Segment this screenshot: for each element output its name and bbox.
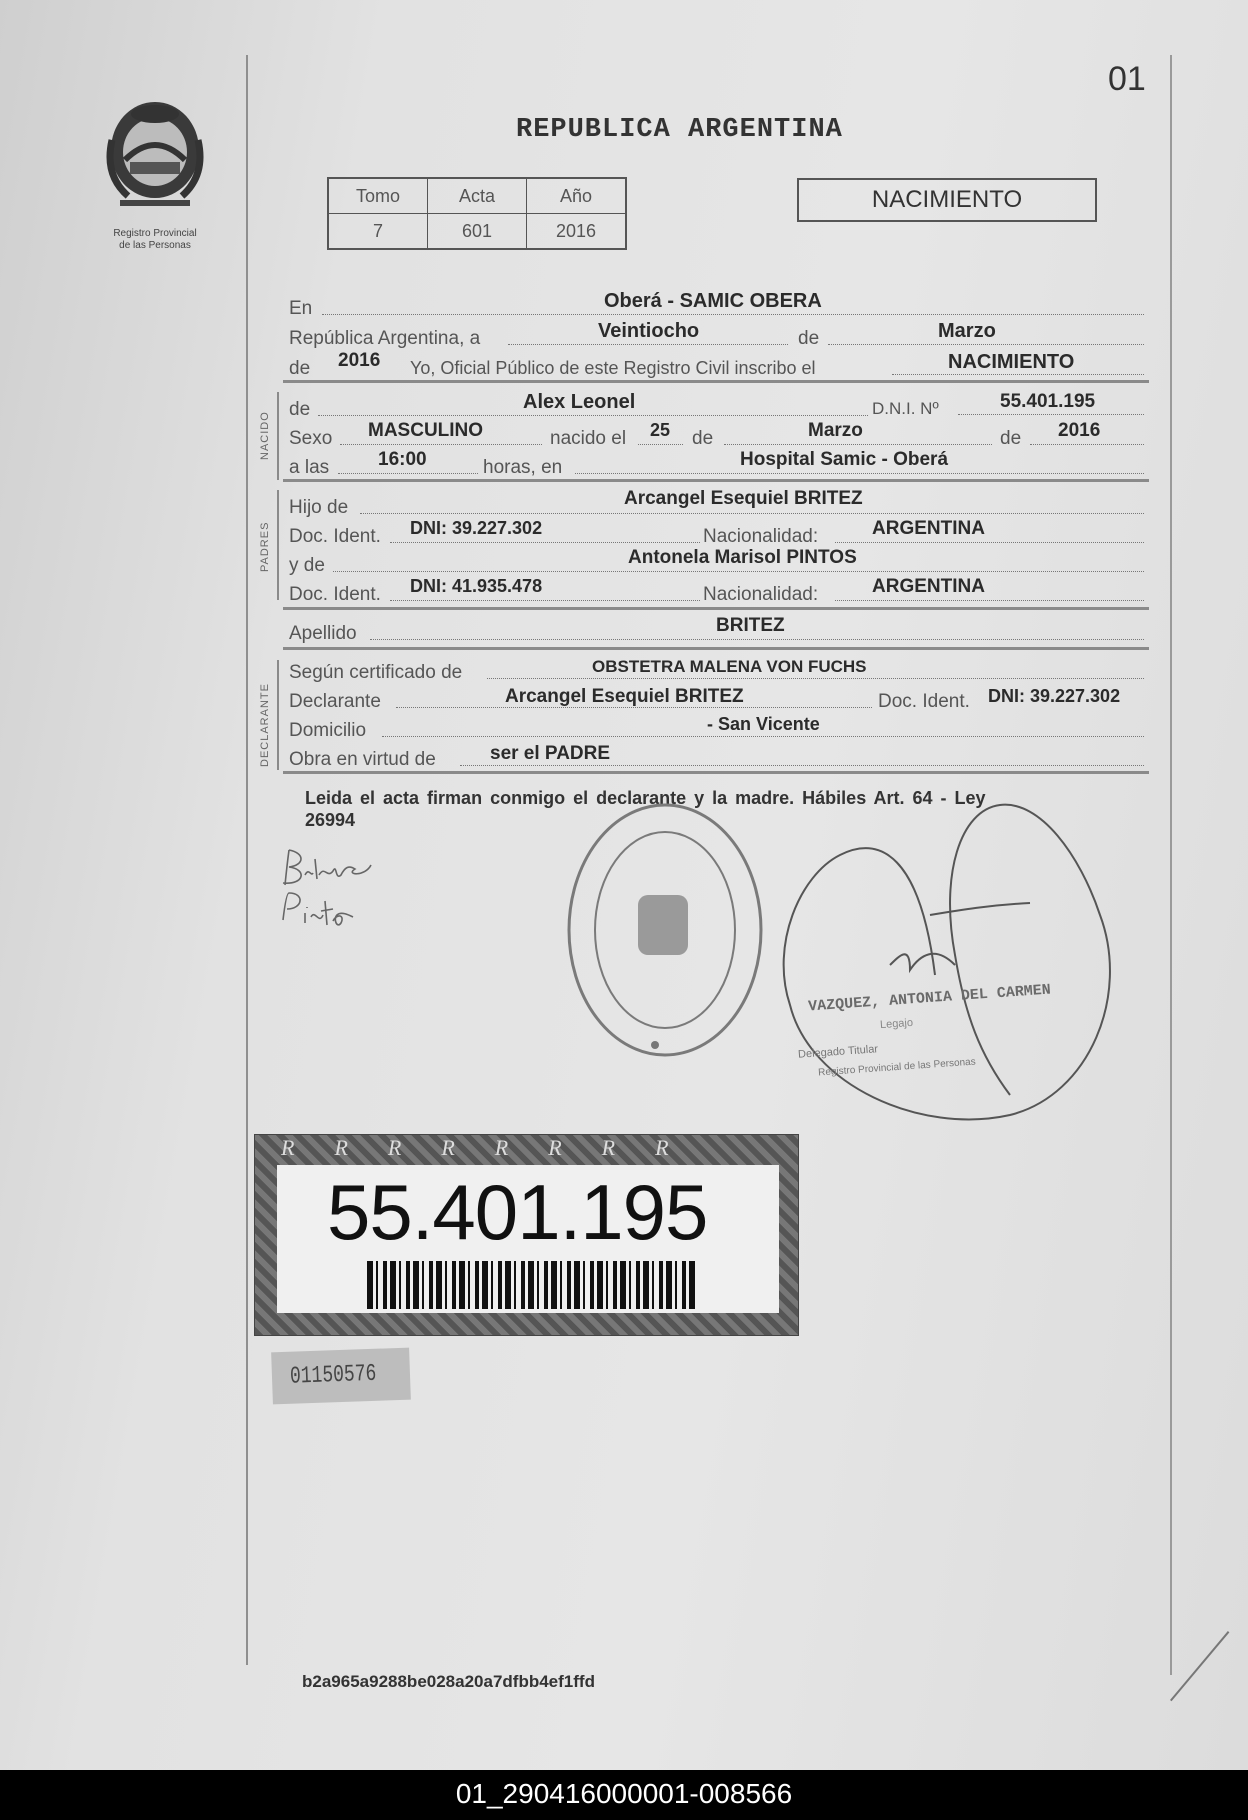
- small-sticker-number: 01150576: [289, 1360, 377, 1391]
- seal-caption-line2: de las Personas: [119, 240, 191, 251]
- paper-edge-line: [1170, 1631, 1229, 1701]
- label-hijo-de: Hijo de: [289, 497, 349, 518]
- document-hash: b2a965a9288be028a20a7dfbb4ef1ffd: [302, 1672, 595, 1691]
- field-domicilio: - San Vicente: [707, 714, 820, 734]
- dotted-line: [1030, 444, 1144, 445]
- footer-file-id: 01_290416000001-008566: [455, 1778, 793, 1809]
- dotted-line: [575, 473, 1144, 474]
- field-sexo: MASCULINO: [368, 420, 484, 441]
- sticker-dni-number: 55.401.195: [327, 1168, 708, 1256]
- dotted-line: [390, 600, 700, 601]
- dotted-line: [370, 639, 1144, 640]
- table-header-acta: Acta: [428, 178, 527, 214]
- field-mother-nationality: ARGENTINA: [872, 576, 985, 597]
- closing-text-line1: Leida el acta firman conmigo el declarante y la madre. Hábiles Art. 64 - Ley: [305, 788, 986, 808]
- label-a-las: a las: [289, 457, 330, 478]
- table-value-tomo: 7: [328, 214, 428, 250]
- dotted-line: [382, 736, 1144, 737]
- dotted-line: [835, 600, 1144, 601]
- section-divider: [283, 607, 1149, 610]
- officer-stamp-title: Delegado Titular: [797, 1043, 879, 1061]
- label-declarante: Declarante: [289, 691, 381, 712]
- field-declarante-doc: DNI: 39.227.302: [988, 686, 1121, 706]
- field-mother-doc: DNI: 41.935.478: [410, 576, 543, 596]
- footer-bar: [0, 1770, 1248, 1820]
- coat-of-arms-icon: [100, 100, 210, 225]
- section-divider: [283, 771, 1149, 774]
- left-margin-rule: [246, 55, 248, 1665]
- section-rule-declarante: [277, 660, 279, 770]
- label-apellido: Apellido: [289, 623, 357, 644]
- registry-round-stamp: [560, 795, 770, 1065]
- dni-label-sticker: [254, 1134, 799, 1336]
- table-header-tomo: Tomo: [328, 178, 428, 214]
- field-declarante: Arcangel Esequiel BRITEZ: [505, 686, 744, 707]
- field-obra-en-virtud: ser el PADRE: [490, 743, 611, 764]
- small-number-sticker: [271, 1348, 411, 1405]
- label-republica: República Argentina, a: [289, 328, 481, 349]
- field-father-name: Arcangel Esequiel BRITEZ: [624, 488, 863, 509]
- seal-caption: [90, 228, 220, 252]
- field-mother-name: Antonela Marisol PINTOS: [628, 547, 857, 568]
- officer-text: Yo, Oficial Público de este Registro Civil inscribo el: [410, 358, 816, 378]
- field-birth-year: 2016: [1058, 420, 1101, 441]
- officer-stamp-name: VAZQUEZ, ANTONIA DEL CARMEN: [807, 981, 1052, 1016]
- field-place-registration: Oberá - SAMIC OBERA: [604, 290, 822, 312]
- field-father-doc: DNI: 39.227.302: [410, 518, 543, 538]
- label-doc-ident-declarante: Doc. Ident.: [878, 691, 970, 712]
- sticker-white-area: [277, 1165, 779, 1313]
- section-divider: [283, 380, 1149, 383]
- dotted-line: [333, 571, 1144, 572]
- label-nacido-el: nacido el: [550, 428, 627, 449]
- label-de-birth: de: [692, 428, 714, 449]
- label-y-de: y de: [289, 555, 325, 576]
- dotted-line: [508, 344, 788, 345]
- page-number: 01: [1108, 60, 1146, 98]
- dotted-line: [360, 513, 1144, 514]
- field-apellido: BRITEZ: [716, 615, 785, 636]
- dotted-line: [828, 344, 1144, 345]
- record-type-box: NACIMIENTO: [797, 178, 1097, 222]
- table-value-ano: 2016: [527, 214, 627, 250]
- dotted-line: [892, 374, 1144, 375]
- sticker-pattern-border: RRRRRRRR: [281, 1135, 709, 1160]
- dotted-line: [835, 542, 1144, 543]
- label-en: En: [289, 298, 313, 319]
- table-header-ano: Año: [527, 178, 627, 214]
- tomo-acta-ano-table: [327, 177, 627, 250]
- side-label-padres: PADRES: [259, 521, 271, 572]
- field-hour: 16:00: [378, 449, 427, 470]
- handwritten-signatures: [275, 845, 395, 945]
- dotted-line: [340, 444, 542, 445]
- dotted-line: [487, 678, 1144, 679]
- side-label-nacido: NACIDO: [259, 411, 271, 460]
- dotted-line: [460, 765, 1144, 766]
- label-de-year: de: [289, 358, 311, 379]
- section-divider: [283, 479, 1149, 482]
- field-father-nationality: ARGENTINA: [872, 518, 985, 539]
- label-dni: D.N.I. Nº: [872, 399, 939, 418]
- label-domicilio: Domicilio: [289, 720, 367, 741]
- field-birth-place: Hospital Samic - Oberá: [740, 449, 949, 470]
- label-horas-en: horas, en: [483, 457, 563, 478]
- field-certificado: OBSTETRA MALENA VON FUCHS: [592, 657, 867, 676]
- label-doc-ident-mother: Doc. Ident.: [289, 584, 381, 605]
- table-value-acta: 601: [428, 214, 527, 250]
- label-obra-en-virtud: Obra en virtud de: [289, 749, 436, 770]
- field-birth-month: Marzo: [808, 420, 863, 441]
- dotted-line: [724, 444, 992, 445]
- country-title: REPUBLICA ARGENTINA: [516, 115, 843, 145]
- field-month: Marzo: [938, 320, 996, 342]
- label-nacionalidad-father: Nacionalidad:: [703, 526, 819, 547]
- dotted-line: [958, 414, 1144, 415]
- field-day-text: Veintiocho: [598, 320, 700, 342]
- label-de: de: [798, 328, 820, 349]
- side-label-declarante: DECLARANTE: [259, 683, 271, 767]
- section-rule-padres: [277, 490, 279, 600]
- label-nacionalidad-mother: Nacionalidad:: [703, 584, 819, 605]
- dotted-line: [318, 415, 868, 416]
- label-de-name: de: [289, 399, 311, 420]
- seal-caption-line1: Registro Provincial: [113, 228, 197, 239]
- section-divider: [283, 647, 1149, 650]
- dotted-line: [390, 542, 700, 543]
- dotted-line: [322, 314, 1144, 315]
- section-rule-nacido: [277, 392, 279, 480]
- field-child-name: Alex Leonel: [523, 391, 636, 413]
- dotted-line: [338, 473, 478, 474]
- label-de-birth-year: de: [1000, 428, 1022, 449]
- officer-stamp-registry: Registro Provincial de las Personas: [817, 1056, 977, 1079]
- label-segun-certificado: Según certificado de: [289, 662, 463, 683]
- dotted-line: [638, 444, 683, 445]
- barcode-icon: [367, 1261, 697, 1309]
- field-birth-day: 25: [650, 420, 671, 440]
- field-inscribe-value: NACIMIENTO: [948, 351, 1075, 373]
- officer-signature-and-stamp: [760, 795, 1120, 1135]
- label-sexo: Sexo: [289, 428, 333, 449]
- field-dni: 55.401.195: [1000, 391, 1096, 412]
- right-margin-rule: [1170, 55, 1172, 1675]
- field-year: 2016: [338, 350, 381, 371]
- closing-text-line2: 26994: [305, 810, 356, 830]
- label-doc-ident-father: Doc. Ident.: [289, 526, 381, 547]
- officer-stamp-legajo: Legajo: [879, 1016, 914, 1032]
